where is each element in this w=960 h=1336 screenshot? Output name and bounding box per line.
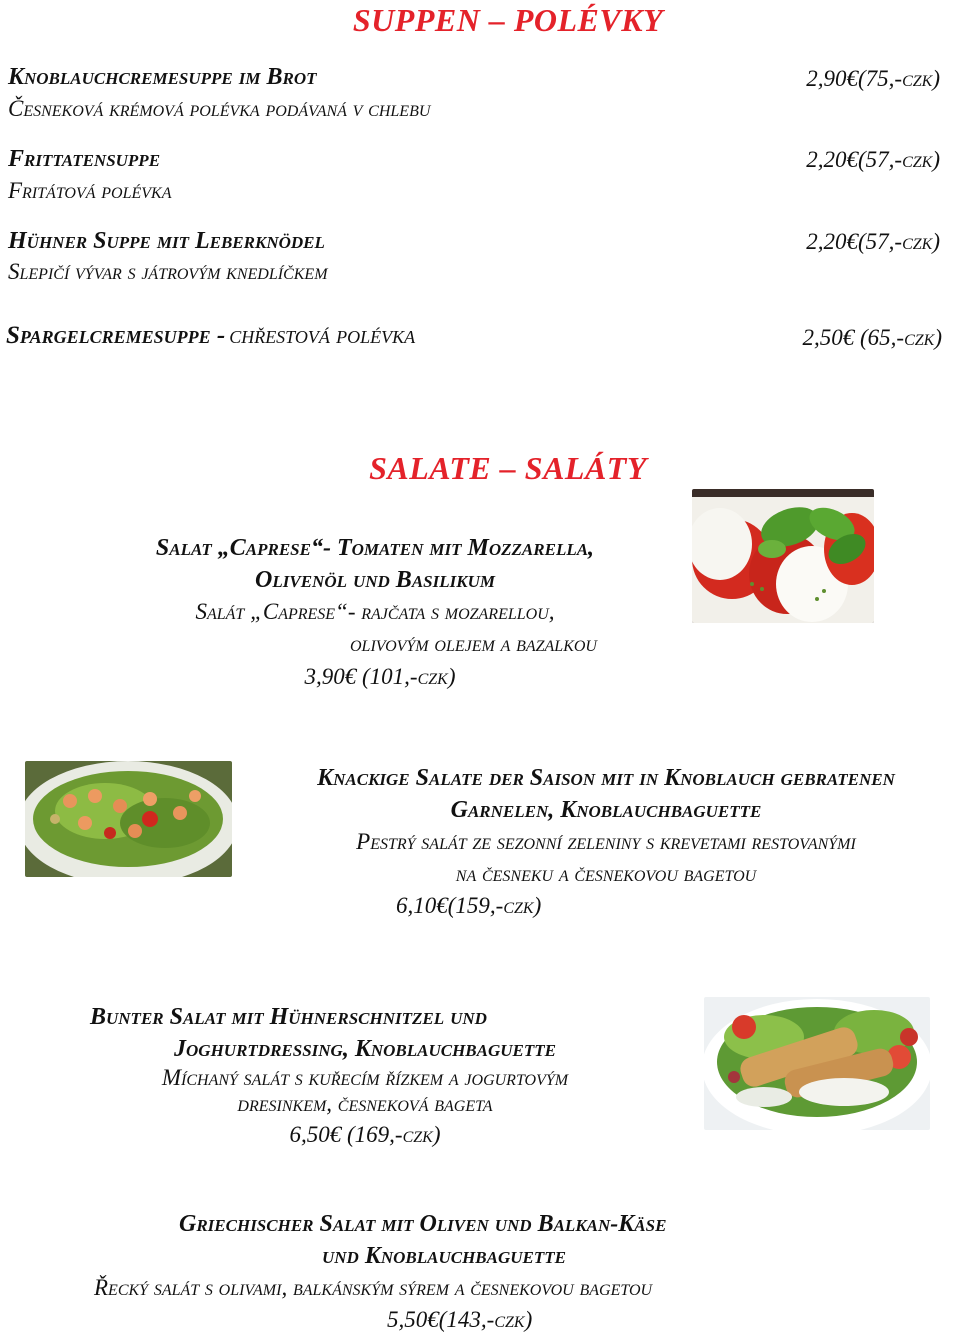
caprese-photo — [692, 489, 874, 623]
salad-3-de-line2: Joghurtdressing, Knoblauchbaguette — [174, 1036, 556, 1062]
soup-4-de: Spargelcremesuppe - — [6, 322, 226, 349]
salad-4-de-line2: und Knoblauchbaguette — [322, 1243, 566, 1269]
soup-4-price: 2,50€ (65,-czk) — [802, 325, 942, 350]
chicken-salad-photo — [704, 997, 930, 1130]
salad-3-cz-line1: Míchaný salát s kuřecím řízkem a jogurtovým — [161, 1065, 569, 1090]
salad-4-de-line1: Griechischer Salat mit Oliven und Balkan-Käse — [179, 1211, 667, 1237]
salad-3-de-line1: Bunter Salat mit Hühnerschnitzel und — [90, 1004, 487, 1030]
salad-3-text — [50, 1001, 680, 1153]
salad-1-cz-line2: olivovým olejem a bazalkou — [350, 631, 597, 656]
salad-1-text — [60, 532, 690, 694]
soups-heading: SUPPEN – POLÉVKY — [352, 2, 664, 38]
soup-3-price: 2,20€(57,-czk) — [806, 229, 940, 254]
salad-2-cz-line1: Pestrý salát ze sezonní zeleniny s krevetami restovanými — [356, 829, 856, 854]
soup-1-de: Knoblauchcremesuppe im Brot — [8, 64, 317, 90]
soup-2-price: 2,20€(57,-czk) — [806, 147, 940, 172]
soup-3-cz: Slepičí vývar s játrovým knedlíčkem — [8, 259, 328, 284]
salad-1-price: 3,90€ (101,-czk) — [304, 664, 456, 689]
salad-1-de-line1: Salat „Caprese“- Tomaten mit Mozzarella, — [155, 535, 595, 561]
shrimp-salad-illustration — [25, 761, 232, 877]
salad-2-de-line2: Garnelen, Knoblauchbaguette — [450, 797, 762, 823]
soup-3-de: Hühner Suppe mit Leberknödel — [8, 228, 325, 254]
salad-4-text — [60, 1208, 890, 1336]
soup-4-line — [6, 322, 415, 350]
salad-4-cz-line1: Řecký salát s olivami, balkánským sýrem a česnekovou bagetou — [94, 1275, 653, 1300]
chicken-salad-illustration — [704, 997, 930, 1130]
salad-3-cz-line2: dresinkem, česneková bageta — [237, 1091, 493, 1116]
salad-2-price: 6,10€(159,-czk) — [396, 893, 542, 918]
caprese-illustration — [692, 489, 874, 623]
salad-1-cz-line1: Salát „Caprese“- rajčata s mozarellou, — [195, 599, 555, 624]
salad-4-price: 5,50€(143,-czk) — [387, 1307, 533, 1332]
soup-2-de: Frittatensuppe — [8, 146, 161, 172]
salad-2-cz-line2: na česneku a česnekovou bagetou — [455, 861, 757, 886]
salad-2-text — [236, 762, 960, 922]
soup-4-cz: chřestová polévka — [229, 322, 416, 349]
soup-1-cz: Česneková krémová polévka podávaná v chlebu — [8, 96, 431, 121]
salad-1-de-line2: Olivenöl und Basilikum — [255, 567, 495, 593]
soup-1-price: 2,90€(75,-czk) — [806, 66, 940, 91]
salad-2-de-line1: Knackige Salate der Saison mit in Knoblauch gebratenen — [317, 765, 895, 791]
salad-3-price: 6,50€ (169,-czk) — [289, 1122, 441, 1147]
soup-2-cz: Fritátová polévka — [8, 178, 172, 203]
salads-heading: SALATE – SALÁTY — [369, 450, 647, 486]
shrimp-salad-photo — [25, 761, 232, 877]
